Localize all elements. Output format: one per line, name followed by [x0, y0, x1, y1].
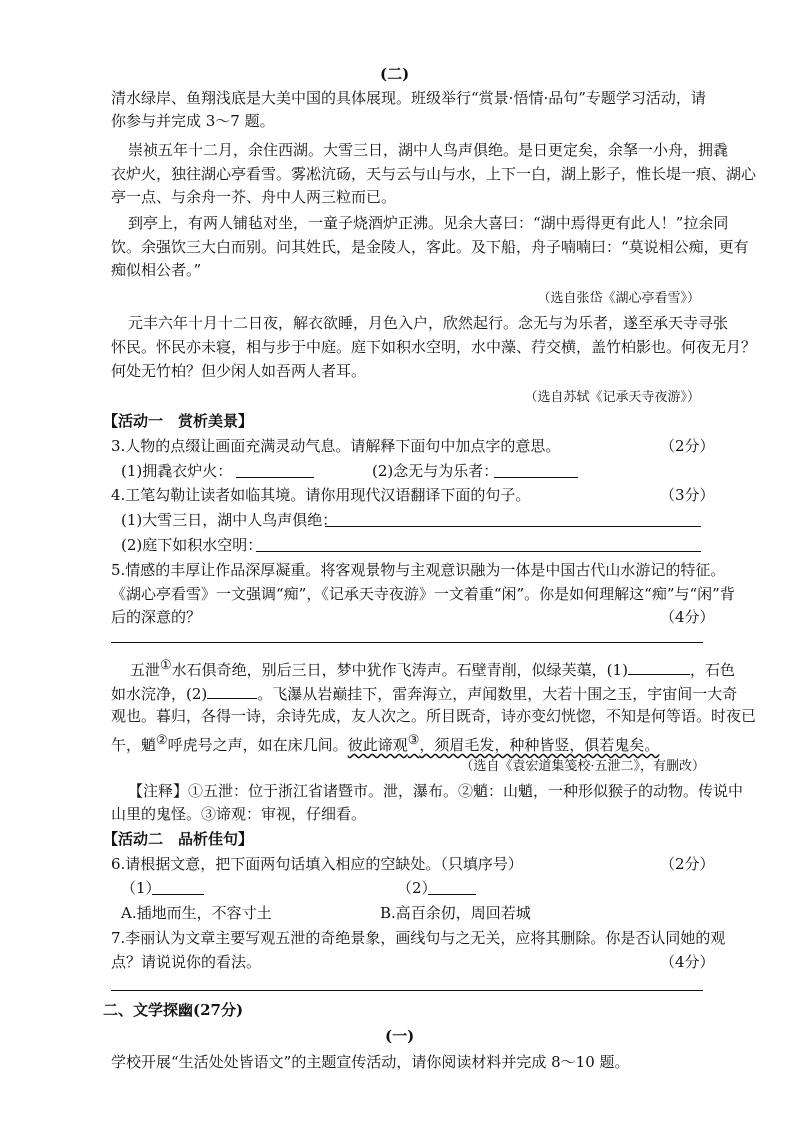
question-6-part2: （2）	[397, 879, 437, 897]
question-5: 5.情感的丰厚让作品深厚凝重。将客观景物与主观意识融为一体是中国古代山水游记的特征。	[111, 561, 726, 579]
question-6-part1: （1）	[121, 879, 161, 897]
score-label: （3分）	[660, 486, 715, 504]
passage-line: 痴似相公者。”	[111, 261, 202, 279]
question-3: 3.人物的点缀让画面充满灵动气息。请解释下面句中加点字的意思。	[111, 437, 561, 455]
question-5: 后的深意的？	[111, 608, 202, 626]
question-7: 7.李丽认为文章主要写观五泄的奇绝景象，画线句与之无关，应将其删除。你是否认同她的观	[111, 929, 726, 947]
score-label: （4分）	[660, 953, 715, 971]
question-6: 6.请根据文意，把下面两句话填入相应的空缺处。（只填序号）	[111, 855, 523, 873]
passage-source: （选自苏轼《记承天寺夜游》）	[524, 390, 700, 405]
passage-line: 五泄①水石俱奇绝，别后三日，梦中犹作飞涛声。石壁青削，似绿芙蕖，(1) ，石色	[130, 658, 735, 679]
annotation: 山里的鬼怪。③谛观：审视，仔细看。	[111, 805, 367, 823]
passage-line: 如水浣净，(2) 。飞瀑从岩巅挂下，雷奔海立，声闻数里，大若十围之玉，宇宙间一大奇	[111, 682, 737, 704]
score-label: （4分）	[660, 608, 715, 626]
score-label: （2分）	[660, 855, 715, 873]
passage-line: 元丰六年十月十二日夜，解衣欲睡，月色入户，欣然起行。念无与为乐者，遂至承天寺寻张	[128, 314, 729, 332]
question-3-part2: (2)念无与为乐者：	[372, 462, 499, 480]
passage-source: （选自张岱《湖心亭看雪》）	[537, 291, 700, 306]
question-3-part1: (1)拥毳衣炉火：	[121, 462, 233, 480]
part-intro: 学校开展“生活处处皆语文”的主题宣传活动，请你阅读材料并完成 8～10 题。	[111, 1053, 630, 1071]
question-4: 4.工笔勾勒让读者如临其境。请你用现代汉语翻译下面的句子。	[111, 486, 531, 504]
intro-line: 清水绿岸、鱼翔浅底是大美中国的具体展现。班级举行“赏景·悟情·品句”专题学习活动，请	[111, 89, 706, 107]
annotation: 【注释】①五泄：位于浙江省诸暨市。泄，瀑布。②魈：山魈，一种形似猴子的动物。传说中	[128, 782, 744, 800]
activity-title: 【活动一 赏析美景】	[103, 412, 254, 430]
passage-line: 怀民。怀民亦未寝，相与步于中庭。庭下如积水空明，水中藻、荇交横，盖竹柏影也。何夜无月？	[111, 338, 757, 356]
underlined-sentence: 彼此谛观③，须眉毛发，种种皆竖，俱若鬼矣。	[347, 733, 660, 754]
option-b: B.高百余仞，周回若城	[380, 904, 531, 922]
section-heading: (二)	[380, 65, 410, 83]
question-4-part2: (2)庭下如积水空明：	[121, 536, 263, 554]
answer-blank[interactable]	[207, 682, 257, 699]
question-4-part1: (1)大雪三日，湖中人鸟声俱绝：	[121, 511, 338, 529]
answer-blank[interactable]	[428, 878, 476, 895]
answer-blank[interactable]	[256, 535, 701, 552]
question-7: 点？请说说你的看法。	[111, 953, 262, 971]
passage-line: 饮。余强饮三大白而别。问其姓氏，是金陵人，客此。及下船，舟子喃喃曰：“莫说相公痴，更有	[111, 238, 749, 256]
passage-line: 何处无竹柏？但少闲人如吾两人者耳。	[111, 362, 367, 380]
answer-line[interactable]	[111, 990, 703, 991]
passage-source: （选自《袁宏道集笺校·五泄二》，有删改）	[460, 759, 705, 774]
passage-line: 午，魈②呼虎号之声，如在床几间。彼此谛观③，须眉毛发，种种皆竖，俱若鬼矣。	[111, 733, 660, 754]
answer-blank[interactable]	[325, 510, 701, 527]
activity-title: 【活动二 品析佳句】	[103, 830, 254, 848]
passage-line: 衣炉火，独往湖心亭看雪。雾凇沆砀，天与云与山与水，上下一白，湖上影子，惟长堤一痕、湖心	[111, 165, 757, 183]
passage-line: 观也。暮归，各得一诗，余诗先成，友人次之。所目既奇，诗亦变幻恍惚，不知是何等语。时夜已	[111, 707, 757, 725]
answer-line[interactable]	[111, 642, 703, 643]
answer-blank[interactable]	[236, 461, 314, 478]
score-label: （2分）	[660, 437, 715, 455]
passage-line: 到亭上，有两人铺毡对坐，一童子烧酒炉正沸。见余大喜曰：“湖中焉得更有此人！”拉余同	[128, 214, 729, 232]
subsection-heading: (一)	[385, 1027, 415, 1045]
answer-blank[interactable]	[494, 461, 578, 478]
passage-line: 亭一点、与余舟一芥、舟中人两三粒而已。	[111, 188, 397, 206]
question-5: 《湖心亭看雪》一文强调“痴”，《记承天寺夜游》一文着重“闲”。你是如何理解这“痴”与“闲”背	[111, 585, 735, 603]
answer-blank[interactable]	[628, 658, 690, 675]
answer-blank[interactable]	[152, 878, 204, 895]
passage-line: 崇祯五年十二月，余住西湖。大雪三日，湖中人鸟声俱绝。是日更定矣，余拏一小舟，拥毳	[128, 141, 729, 159]
part-title: 二、文学探幽(27分)	[103, 1001, 244, 1019]
option-a: A.插地而生，不容寸土	[121, 904, 272, 922]
intro-line: 你参与并完成 3～7 题。	[111, 112, 275, 130]
